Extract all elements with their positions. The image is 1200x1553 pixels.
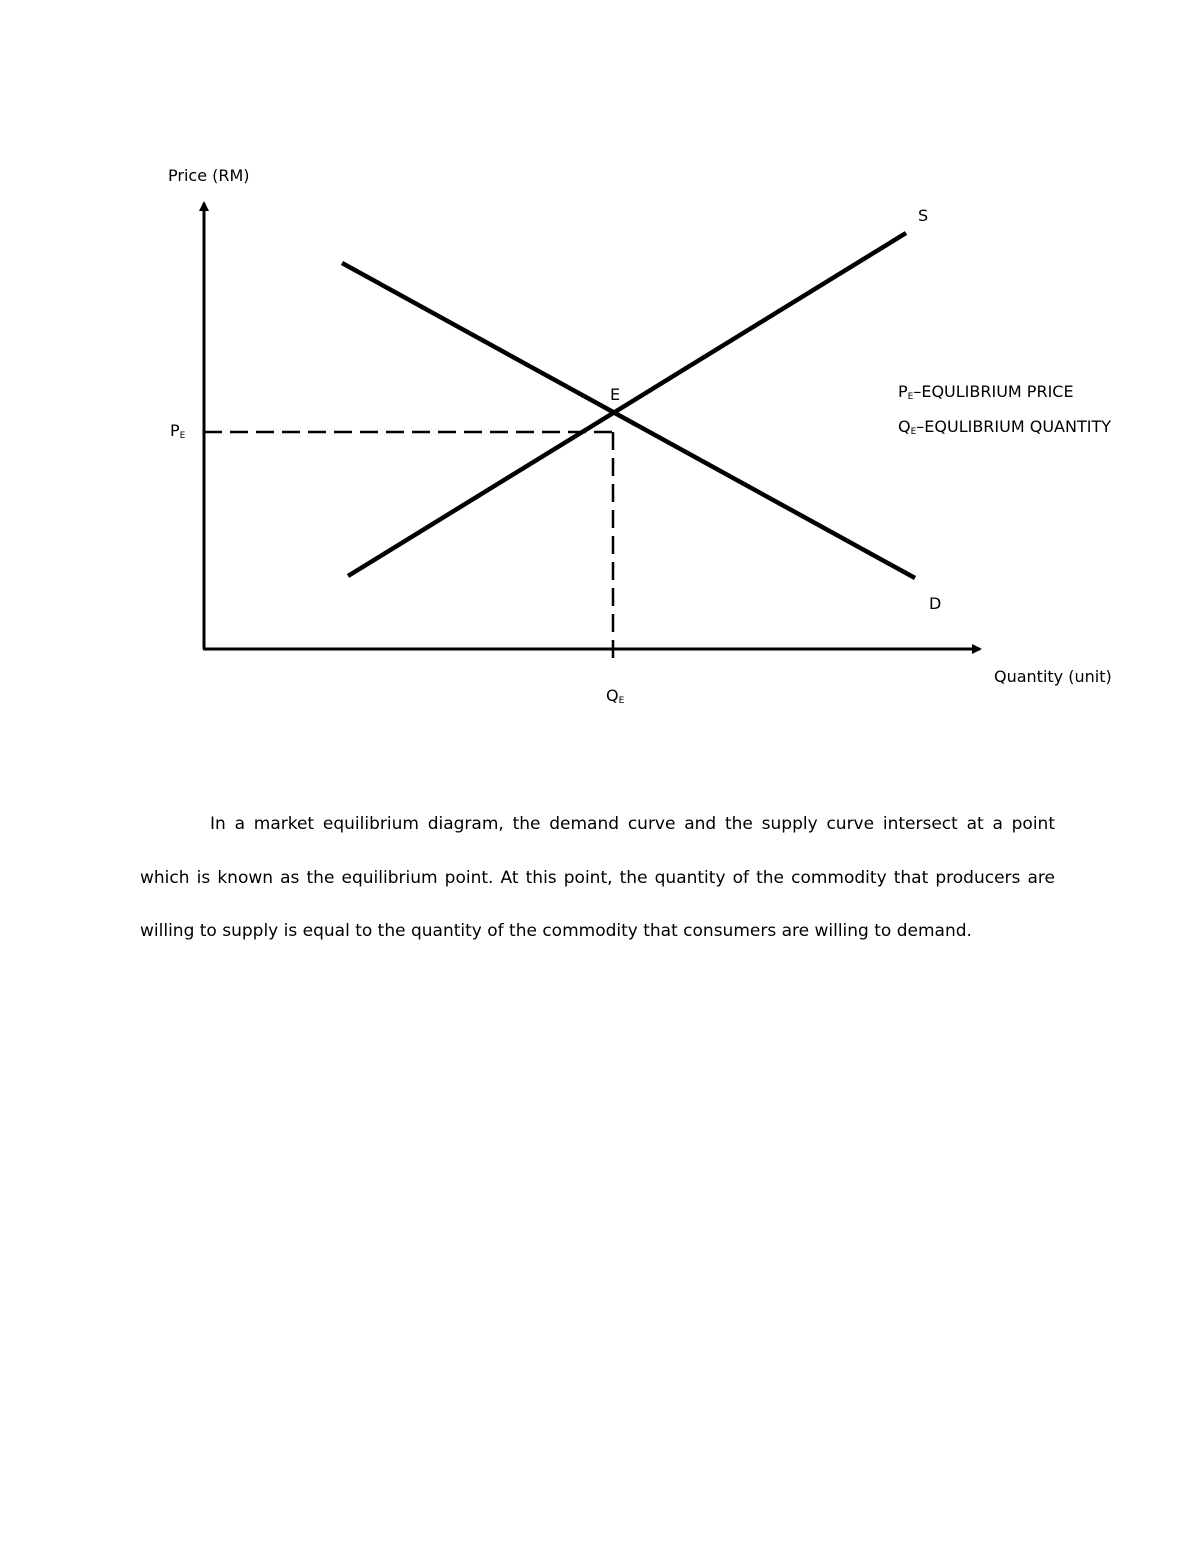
legend-subscript: E	[907, 392, 914, 402]
demand-curve-label: D	[929, 594, 942, 613]
tick-main: Q	[606, 686, 619, 705]
legend-symbol: Q	[898, 417, 911, 436]
legend-text: –EQULIBRIUM PRICE	[913, 382, 1074, 401]
supply-curve-label: S	[918, 206, 929, 225]
legend-symbol: P	[898, 382, 908, 401]
legend-item-quantity	[898, 412, 1111, 447]
demand-curve	[342, 263, 915, 578]
legend	[898, 377, 1111, 447]
legend-text: –EQULIBRIUM QUANTITY	[916, 417, 1111, 436]
tick-main: P	[170, 421, 180, 440]
equilibrium-price-tick	[170, 421, 185, 446]
tick-subscript: E	[618, 696, 625, 706]
x-axis-label: Quantity (unit)	[994, 667, 1112, 686]
legend-item-price	[898, 377, 1111, 412]
y-axis-label: Price (RM)	[168, 166, 250, 185]
tick-subscript: E	[179, 431, 186, 441]
body-paragraph: In a market equilibrium diagram, the demand curve and the supply curve intersect at a point which is known as the equilibrium point. At this point, the quantity of the commodity that producers are willing to supply is equal to the quantity of the commodity that consumers are willing to demand.	[140, 814, 1055, 941]
equilibrium-quantity-tick	[606, 686, 624, 711]
equilibrium-point-label: E	[610, 385, 621, 404]
legend-subscript: E	[910, 427, 917, 437]
